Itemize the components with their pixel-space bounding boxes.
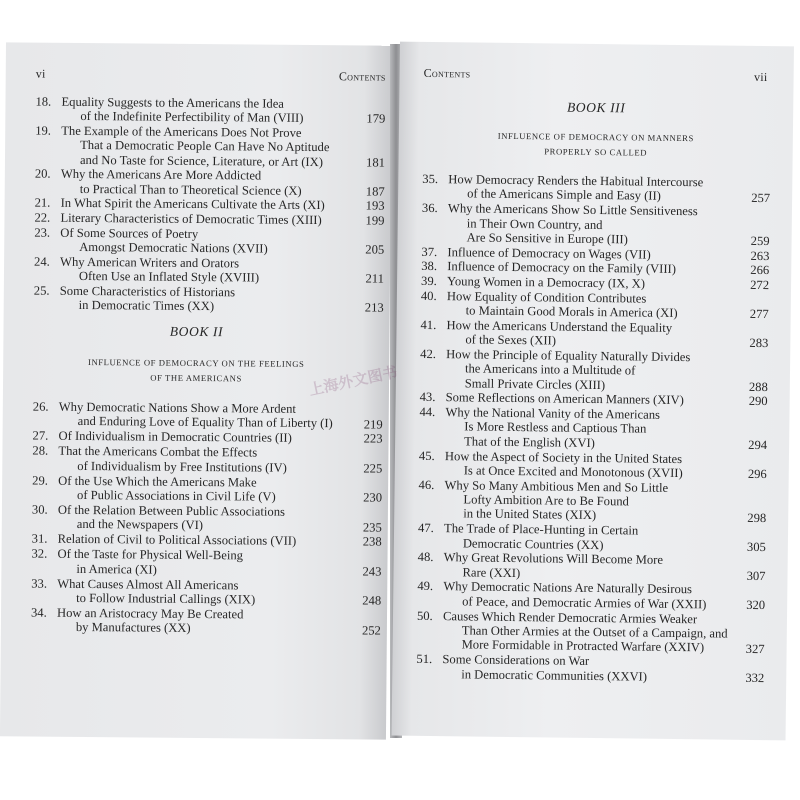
chapter-title-line: Why the Americans Are More Addicted — [60, 167, 262, 183]
chapter-title-line: to Maintain Good Morals in America (XI) — [465, 303, 678, 320]
chapter-number: 44. — [419, 404, 436, 419]
chapter-title-line: Causes Which Render Democratic Armies Weaker — [442, 608, 698, 626]
chapter-number: 38. — [421, 259, 438, 274]
chapter-page-number: 223 — [363, 431, 383, 447]
chapter-title-line: of the Indefinite Perfectibility of Man (VIII) — [80, 109, 304, 126]
chapter-number: 23. — [34, 225, 51, 240]
chapter-title-line: Relation of Civil to Political Associations (VII) — [57, 532, 297, 549]
toc-entry — [417, 608, 728, 655]
chapter-page-number: 266 — [750, 263, 770, 278]
chapter-page-number: 272 — [750, 277, 770, 293]
chapter-number: 40. — [420, 288, 437, 303]
chapter-number: 20. — [34, 166, 51, 182]
left-page-number: vi — [35, 66, 46, 81]
chapter-title-line: Lofty Ambition Are to Be Found — [463, 492, 629, 509]
toc-entry — [417, 579, 707, 611]
chapter-number: 39. — [421, 273, 437, 288]
right-page — [392, 42, 794, 741]
left-page-header: Contents — [338, 69, 386, 84]
chapter-title-line: and the Newspapers (VI) — [76, 517, 204, 533]
chapter-page-number: 199 — [365, 213, 385, 228]
chapter-number: 49. — [417, 579, 434, 594]
chapter-number: 18. — [35, 94, 52, 109]
chapter-title-line: Amongst Democratic Nations (XVII) — [79, 239, 268, 256]
chapter-page-number: 243 — [362, 564, 382, 579]
chapter-title-line: Is More Restless and Captious Than — [464, 419, 647, 436]
chapter-page-number: 257 — [751, 190, 771, 205]
toc-entry — [33, 400, 333, 431]
chapter-title-line: How Equality of Condition Contributes — [446, 288, 647, 306]
toc-entry — [32, 473, 276, 504]
chapter-page-number: 277 — [749, 306, 769, 322]
toc-entry — [32, 444, 287, 475]
chapter-title-line: That of the English (XVI) — [464, 434, 596, 450]
toc-entry — [417, 550, 663, 582]
chapter-number: 24. — [34, 254, 50, 269]
chapter-title-line: Some Characteristics of Historians — [59, 283, 236, 299]
chapter-page-number: 332 — [745, 670, 765, 685]
chapter-title-line: Democratic Countries (XX) — [462, 535, 604, 552]
toc-entry — [420, 347, 691, 394]
chapter-page-number: 307 — [746, 568, 766, 583]
chapter-page-number: 225 — [363, 461, 383, 476]
chapter-page-number: 296 — [747, 466, 767, 482]
chapter-title-line: How the Americans Understand the Equality — [446, 317, 673, 335]
chapter-title-line: Of Individualism in Democratic Countries (II) — [58, 429, 292, 446]
right-page-header: Contents — [423, 65, 471, 81]
toc-entry — [35, 124, 330, 170]
chapter-number: 37. — [421, 244, 438, 259]
chapter-number: 41. — [420, 317, 437, 332]
right-page-number: vii — [753, 69, 768, 85]
chapter-title-line: Equality Suggests to the Americans the Idea — [61, 94, 284, 111]
chapter-title-line: Influence of Democracy on Wages (VII) — [447, 244, 651, 262]
chapter-title-line: Of Some Sources of Poetry — [60, 225, 199, 241]
chapter-page-number: 327 — [745, 641, 765, 656]
chapter-title-line: Why Democratic Nations Are Naturally Desirous — [443, 579, 693, 597]
chapter-title-line: of Public Associations in Civil Life (V) — [76, 487, 276, 504]
book-spread — [6, 44, 794, 738]
book-ii-subtitle-2: OF THE AMERICANS — [150, 372, 242, 384]
chapter-page-number: 235 — [362, 520, 382, 535]
chapter-title-line: Influence of Democracy on the Family (VIII) — [447, 259, 677, 277]
chapter-title-line: and Enduring Love of Equality Than of Liberty (I) — [77, 414, 333, 431]
chapter-title-line: In What Spirit the Americans Cultivate the Arts (XI) — [60, 196, 325, 213]
chapter-title-line: How an Aristocracy May Be Created — [56, 605, 244, 622]
chapter-number: 45. — [418, 448, 435, 463]
toc-entry — [34, 254, 259, 285]
chapter-title-line: Than Other Armies at the Outset of a Campaign, and — [461, 623, 728, 641]
toc-entry — [416, 652, 647, 684]
toc-entry — [34, 283, 235, 314]
chapter-title-line: in the United States (XIX) — [463, 506, 597, 523]
chapter-title-line: Why Democratic Nations Show a More Ardent — [58, 399, 297, 416]
chapter-number: 26. — [32, 399, 49, 414]
chapter-title-line: Of the Relation Between Public Associations — [57, 502, 285, 519]
chapter-title-line: to Practical Than to Theoretical Science (X) — [79, 181, 302, 198]
chapter-title-line: Rare (XXI) — [462, 565, 521, 580]
chapter-title-line: Is at Once Excited and Monotonous (XVII) — [463, 463, 683, 480]
toc-entry — [421, 288, 678, 320]
chapter-title-line: Often Use an Inflated Style (XVIII) — [78, 268, 260, 285]
chapter-number: 28. — [32, 443, 49, 458]
chapter-number: 50. — [416, 608, 433, 623]
chapter-title-line: the Americans into a Multitude of — [464, 361, 636, 378]
book-ii-subtitle-1: INFLUENCE OF DEMOCRACY ON THE FEELINGS — [87, 357, 305, 369]
chapter-page-number: 283 — [749, 335, 769, 351]
chapter-page-number: 288 — [748, 379, 768, 394]
chapter-title-line: Young Women in a Democracy (IX, X) — [447, 274, 646, 291]
chapter-title-line: of the Americans Simple and Easy (II) — [467, 186, 661, 204]
chapter-title-line: Small Private Circles (XIII) — [464, 375, 606, 392]
chapter-page-number: 248 — [362, 593, 382, 608]
chapter-page-number: 187 — [365, 184, 385, 199]
chapter-page-number: 259 — [750, 233, 770, 249]
toc-entry — [35, 167, 302, 198]
chapter-number: 32. — [31, 546, 48, 561]
book-iii-title: BOOK III — [566, 99, 626, 116]
chapter-title-line: Why the Americans Show So Little Sensitiveness — [447, 201, 698, 219]
chapter-page-number: 298 — [747, 510, 767, 525]
toc-entry — [31, 606, 244, 637]
chapter-page-number: 213 — [364, 300, 384, 315]
chapter-number: 21. — [34, 195, 51, 211]
chapter-page-number: 211 — [365, 271, 385, 286]
chapter-page-number: 294 — [748, 437, 768, 452]
chapter-title-line: in Their Own Country, and — [466, 215, 603, 232]
chapter-title-line: How the Principle of Equality Naturally Divides — [446, 346, 691, 364]
chapter-page-number: 193 — [365, 198, 385, 214]
chapter-title-line: How the Aspect of Society in the United States — [444, 448, 683, 466]
chapter-title-line: Are So Sensitive in Europe (III) — [466, 230, 628, 247]
chapter-number: 51. — [416, 651, 433, 667]
chapter-title-line: More Formidable in Protracted Warfare (XXIV) — [461, 637, 705, 655]
chapter-title-line: Why Great Revolutions Will Become More — [443, 550, 664, 568]
toc-entry — [418, 521, 638, 552]
chapter-title-line: Literary Characteristics of Democratic Times (XIII) — [60, 210, 322, 228]
toc-entry — [420, 317, 672, 349]
chapter-page-number: 305 — [746, 539, 766, 554]
toc-entry — [35, 95, 303, 126]
book-iii-subtitle-1: INFLUENCE OF DEMOCRACY ON MANNERS — [497, 130, 694, 144]
library-watermark: 上海外文图书 — [307, 362, 400, 400]
chapter-number: 27. — [32, 428, 49, 444]
toc-entry — [419, 448, 683, 480]
chapter-page-number: 320 — [746, 597, 766, 612]
chapter-number: 25. — [33, 283, 50, 298]
chapter-title-line: in Democratic Communities (XXVI) — [461, 666, 648, 684]
chapter-title-line: How Democracy Renders the Habitual Intercourse — [448, 172, 704, 190]
chapter-title-line: That the Americans Combat the Effects — [58, 443, 258, 460]
chapter-title-line: Some Considerations on War — [442, 652, 590, 669]
chapter-title-line: Why the National Vanity of the Americans — [445, 405, 661, 422]
chapter-title-line: of the Sexes (XII) — [465, 332, 557, 348]
chapter-number: 22. — [34, 210, 51, 225]
chapter-title-line: Why American Writers and Orators — [60, 254, 240, 270]
chapter-page-number: 252 — [361, 623, 381, 638]
chapter-title-line: The Example of the Americans Does Not Prove — [61, 123, 302, 140]
chapter-number: 31. — [31, 531, 48, 547]
book-iii-subtitle-2: PROPERLY SO CALLED — [544, 146, 648, 158]
chapter-title-line: Why So Many Ambitious Men and So Little — [444, 477, 669, 495]
chapter-title-line: in Democratic Times (XX) — [78, 297, 215, 314]
chapter-page-number: 219 — [363, 417, 383, 432]
chapter-title-line: That a Democratic People Can Have No Aptitude — [80, 138, 330, 155]
chapter-number: 33. — [31, 576, 48, 591]
chapter-number: 29. — [32, 473, 48, 488]
chapter-page-number: 238 — [362, 534, 382, 550]
chapter-title-line: in America (XI) — [76, 561, 157, 577]
chapter-title-line: to Follow Industrial Callings (XIX) — [76, 590, 256, 607]
toc-entry — [34, 225, 268, 256]
toc-entry — [31, 547, 243, 578]
chapter-number: 46. — [418, 477, 435, 492]
chapter-number: 47. — [417, 521, 434, 536]
chapter-page-number: 181 — [366, 155, 386, 170]
chapter-page-number: 205 — [365, 242, 385, 257]
chapter-title-line: and No Taste for Science, Literature, or Art (IX) — [79, 152, 324, 169]
chapter-title-line: Of the Taste for Physical Well-Being — [57, 546, 244, 563]
chapter-number: 48. — [417, 550, 434, 565]
chapter-page-number: 179 — [366, 111, 386, 127]
chapter-number: 19. — [35, 123, 52, 138]
toc-entry — [31, 576, 255, 607]
toc-entry — [419, 405, 660, 451]
chapter-page-number: 290 — [748, 394, 768, 409]
chapter-title-line: of Peace, and Democratic Armies of War (XXII) — [462, 594, 707, 612]
chapter-number: 30. — [31, 502, 48, 517]
chapter-title-line: by Manufactures (XX) — [75, 620, 191, 636]
chapter-title-line: Of the Use Which the Americans Make — [58, 473, 257, 490]
chapter-title-line: What Causes Almost All Americans — [57, 576, 239, 592]
chapter-number: 35. — [422, 171, 439, 187]
chapter-number: 42. — [420, 346, 437, 361]
toc-entry — [418, 477, 668, 523]
book-ii-title: BOOK II — [169, 323, 224, 340]
chapter-number: 36. — [421, 200, 438, 216]
chapter-page-number: 263 — [750, 248, 770, 263]
chapter-number: 43. — [419, 390, 436, 405]
chapter-page-number: 230 — [363, 490, 383, 505]
chapter-number: 34. — [30, 605, 47, 620]
toc-entry — [422, 172, 703, 204]
toc-entry — [32, 503, 285, 534]
toc-entry — [422, 201, 698, 248]
chapter-title-line: Some Reflections on American Manners (XIV) — [445, 390, 684, 408]
chapter-title-line: of Individualism by Free Institutions (IV) — [77, 458, 287, 475]
chapter-title-line: The Trade of Place-Hunting in Certain — [443, 521, 639, 538]
